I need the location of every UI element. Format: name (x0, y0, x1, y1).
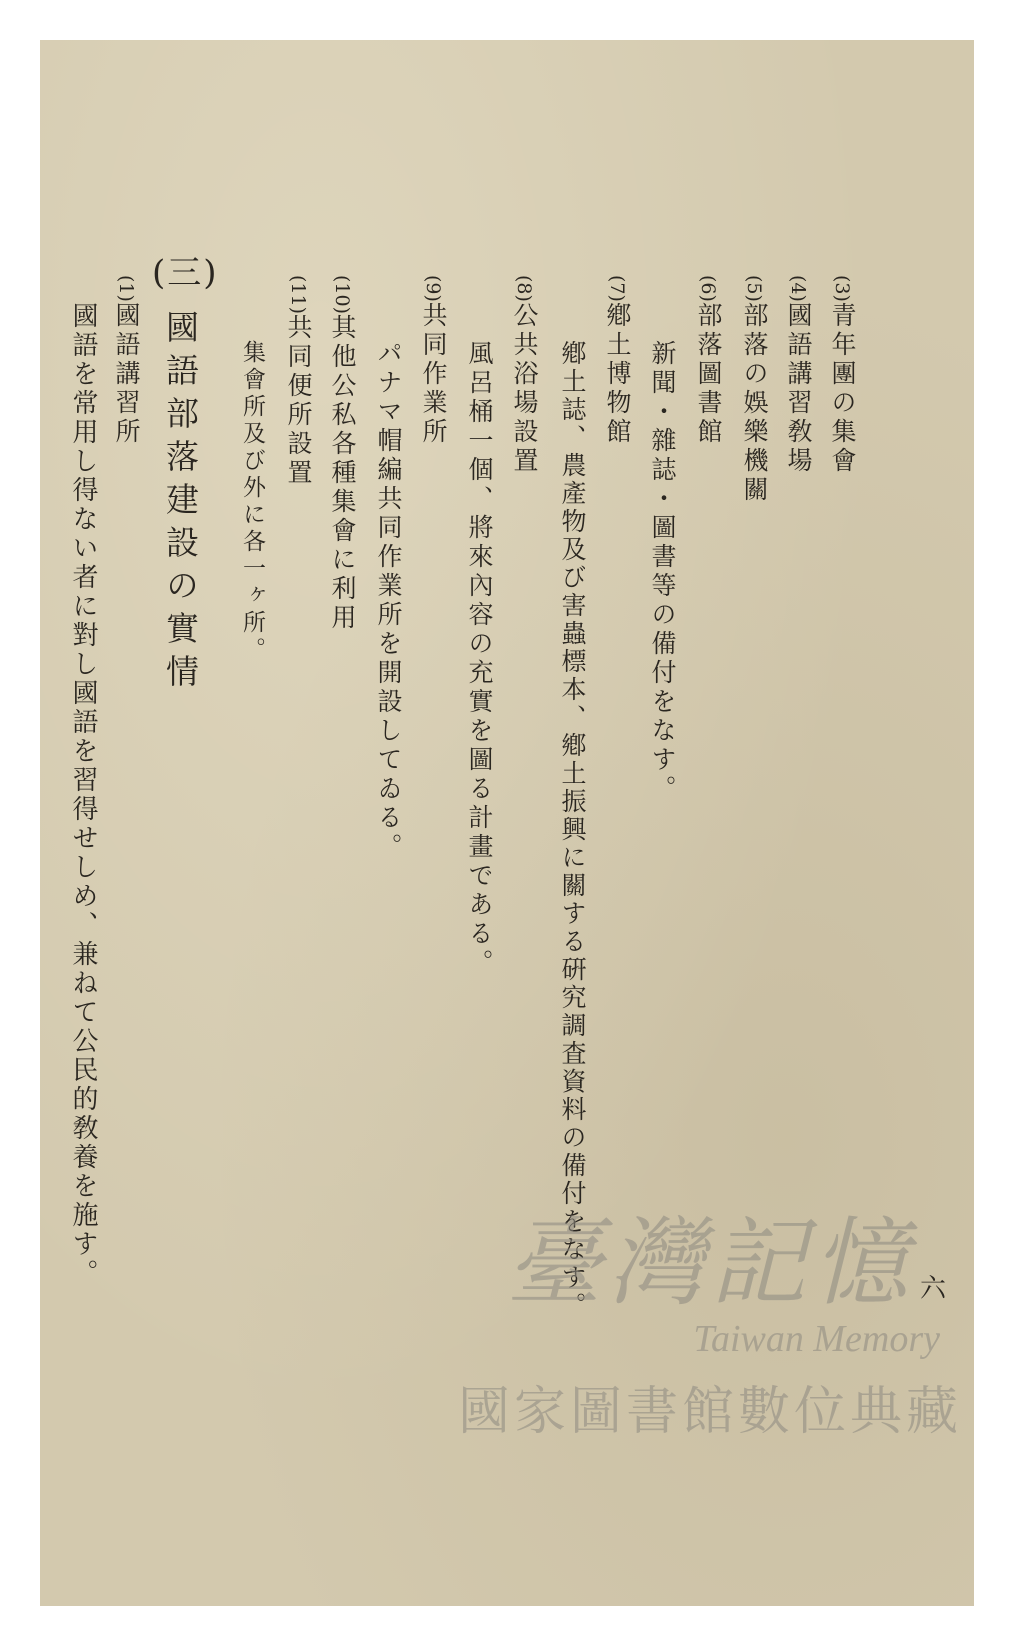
page-number: 六 (920, 1274, 947, 1304)
item-9: (9)共同作業所 (419, 275, 448, 447)
watermark (440, 1207, 980, 1485)
item-8: (8)公共浴場設置 (510, 275, 539, 476)
item-6: (6)部落圖書館 (694, 275, 723, 447)
item-11-detail: 集會所及び外に各一ヶ所。 (239, 340, 265, 664)
item-5: (5)部落の娛樂機關 (740, 275, 769, 505)
watermark-title: 臺灣記憶 (506, 1207, 914, 1319)
item-3: (3)青年團の集會 (828, 275, 857, 476)
item-11: (11)共同便所設置 (284, 275, 313, 489)
item-10: (10)其他公私各種集會に利用 (328, 275, 357, 634)
scanned-page (40, 40, 974, 1606)
section-title: 國語部落建設の實情 (161, 310, 200, 697)
item-7: (7)鄕土博物館 (603, 275, 632, 447)
item-7-detail: 鄕土誌、農產物及び害蟲標本、鄕土振興に關する硏究調査資料の備付をなす。 (558, 340, 587, 1320)
item-6-detail: 新聞・雜誌・圖書等の備付をなす。 (648, 340, 677, 804)
item-8-detail: 風呂桶一個、將來內容の充實を圖る計畫である。 (465, 340, 494, 978)
watermark-english: Taiwan Memory (693, 1318, 940, 1360)
item-4: (4)國語講習敎場 (784, 275, 813, 476)
section-marker: (三) (152, 253, 219, 293)
body-text: 國語を常用し得ない者に對し國語を習得せしめ、兼ねて公民的敎養を施す。 (68, 302, 98, 1288)
sub-item-1: (1)國語講習所 (112, 275, 141, 447)
watermark-org: 國家圖書館數位典藏 (457, 1382, 962, 1442)
item-9-detail: パナマ帽編共同作業所を開設してゐる。 (374, 340, 403, 862)
